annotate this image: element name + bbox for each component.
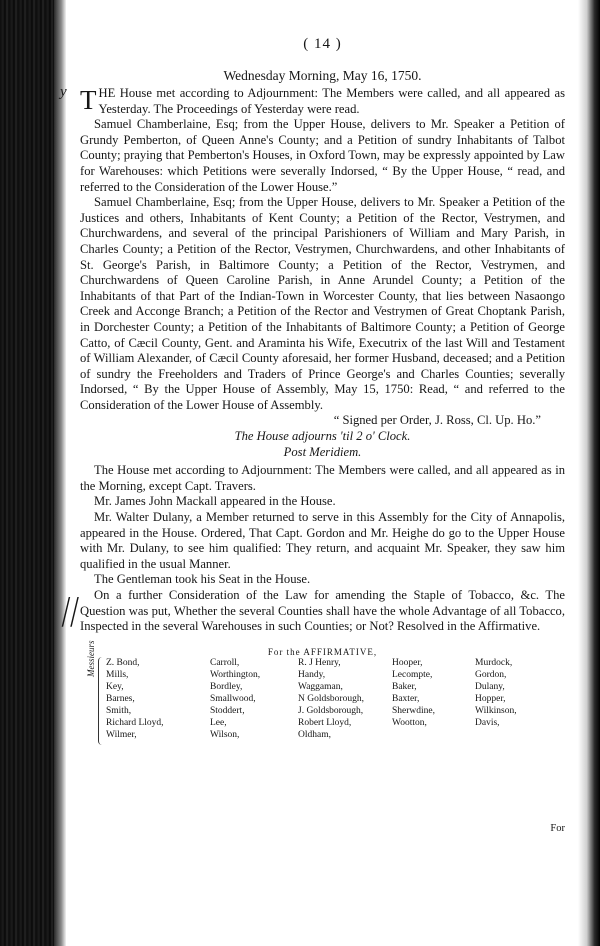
- member-name: Baxter,: [392, 693, 420, 704]
- member-name: Wilkinson,: [475, 705, 517, 716]
- member-name: Murdock,: [475, 657, 513, 668]
- member-name: Barnes,: [106, 693, 135, 704]
- member-name: Hooper,: [392, 657, 423, 668]
- member-name: Robert Lloyd,: [298, 717, 352, 728]
- vote-column: [392, 657, 435, 729]
- paragraph-petition-pemberton: Samuel Chamberlaine, Esq; from the Upper House, delivers to Mr. Speaker a Petition of Grundy Pemberton, of Queen Anne's County; and a Petition of sundry Inhabitants of Talbot County; praying that Pemberton's Houses, in Oxford Town, may be expressly appointed by Law for Warehouses: which Petitions were severally Indorsed, “ By the Upper House, “ read, and referred to the Consideration of the Lower House.”: [80, 117, 565, 194]
- vote-list: [80, 640, 565, 755]
- paragraph-opening: [80, 86, 565, 117]
- member-name: Baker,: [392, 681, 417, 692]
- member-name: Handy,: [298, 669, 326, 680]
- member-name: Lecompte,: [392, 669, 433, 680]
- member-name: Stoddert,: [210, 705, 245, 716]
- book-binding: [0, 0, 58, 946]
- page-edge-shadow: [578, 0, 600, 946]
- section-heading-post-meridiem: Post Meridiem.: [283, 444, 362, 459]
- member-name: Wilmer,: [106, 729, 137, 740]
- vote-heading: For the AFFIRMATIVE,: [267, 646, 378, 657]
- member-name: Hopper,: [475, 693, 506, 704]
- member-name: Wilson,: [210, 729, 240, 740]
- page-number: ( 14 ): [303, 36, 342, 52]
- paragraph-mackall: Mr. James John Mackall appeared in the House.: [94, 494, 336, 509]
- member-name: Z. Bond,: [106, 657, 140, 668]
- member-name: Carroll,: [210, 657, 240, 668]
- vote-column: [106, 657, 164, 741]
- paragraph-afternoon-session: The House met according to Adjournment: The Members were called, and all appeared as in the Morning, except Capt. Travers.: [80, 463, 565, 493]
- member-name: J. Goldsborough,: [298, 705, 364, 716]
- member-name: Smallwood,: [210, 693, 256, 704]
- paragraph-opening-text: HE House met according to Adjournment: The Members were called, and all appeared as Yesterday. The Proceedings of Yesterday were read.: [98, 86, 565, 116]
- date-heading: Wednesday Morning, May 16, 1750.: [223, 68, 422, 83]
- member-name: Worthington,: [210, 669, 261, 680]
- member-name: R. J Henry,: [298, 657, 341, 668]
- paragraph-petitions-list: Samuel Chamberlaine, Esq; from the Upper House, delivers to Mr. Speaker a Petition of the Justices and others, Inhabitants of Kent County; a Petition of the Rector, Vestrymen, and Churchwardens, and several of the principal Parishioners of William and Mary Parish, in Charles County; a Petition of the Rector, Vestrymen, Churchwardens, and other Inhabitants of St. George's Parish, in Baltimore County; a Petition of the Rector, Vestrymen, and Churchwardens of Queen Caroline Parish, in Anne Arundel County; a Petition of the Inhabitants of that Part of the Indian-Town in Worcester County, that lies between Nasaongo Creek and Acconge Branch; a Petition of the Rector and Vestrymen of Great Choptank Parish, in Dorchester County; a Petition of the Inhabitants of Baltimore County; a Petition of George Catto, of Cæcil County, Gent. and Araminta his Wife, Executrix of the last Will and Testament of William Alexander, of Cæcil County aforesaid, her former Husband, deceased; and a Petition of sundry the Freeholders and Traders of Prince George's and Charles Counties; severally Indorsed, “ By the Upper House of Assembly, May 15, 1750: Read, “ and referred to the Consideration of the Lower House of Assembly.: [80, 195, 565, 412]
- binding-shadow: [54, 0, 66, 946]
- signature-line: “ Signed per Order, J. Ross, Cl. Up. Ho.”: [333, 413, 541, 428]
- vote-column: [475, 657, 517, 729]
- member-name: Dulany,: [475, 681, 505, 692]
- member-name: Oldham,: [298, 729, 331, 740]
- member-name: Sherwdine,: [392, 705, 436, 716]
- drop-cap: T: [80, 85, 97, 115]
- margin-annotation: y: [60, 84, 67, 100]
- member-name: Key,: [106, 681, 124, 692]
- paragraph-seat: The Gentleman took his Seat in the House.: [94, 572, 311, 587]
- member-name: Mills,: [106, 669, 129, 680]
- brace: [98, 657, 105, 745]
- member-name: Davis,: [475, 717, 500, 728]
- adjournment-line: The House adjourns 'til 2 o' Clock.: [234, 429, 411, 444]
- member-name: Smith,: [106, 705, 132, 716]
- vote-column: [298, 657, 364, 741]
- member-name: Richard Lloyd,: [106, 717, 164, 728]
- vote-column: [210, 657, 260, 741]
- margin-annotation-mark: //: [61, 587, 79, 636]
- member-name: Gordon,: [475, 669, 507, 680]
- member-name: Wootton,: [392, 717, 427, 728]
- member-name: Lee,: [210, 717, 227, 728]
- member-name: Waggaman,: [298, 681, 343, 692]
- paragraph-dulany: Mr. Walter Dulany, a Member returned to serve in this Assembly for the City of Annapolis, appeared in the House. Ordered, That Capt. Gordon and Mr. Heighe do go to the Upper House with Mr. Dulany, to see him qualified: They return, and acquaint Mr. Speaker, they saw him qualified in the usual Manner.: [80, 510, 565, 571]
- member-name: Bordley,: [210, 681, 243, 692]
- catchword: For: [550, 823, 565, 834]
- paragraph-tobacco-question: On a further Consideration of the Law for amending the Staple of Tobacco, &c. The Question was put, Whether the several Counties shall have the whole Advantage of all Tobacco, Inspected in the several Warehouses in such Counties; or Not? Resolved in the Affirmative.: [80, 588, 565, 634]
- document-page: [80, 36, 565, 916]
- messieurs-label: Messieurs: [86, 640, 96, 677]
- member-name: N Goldsborough,: [298, 693, 364, 704]
